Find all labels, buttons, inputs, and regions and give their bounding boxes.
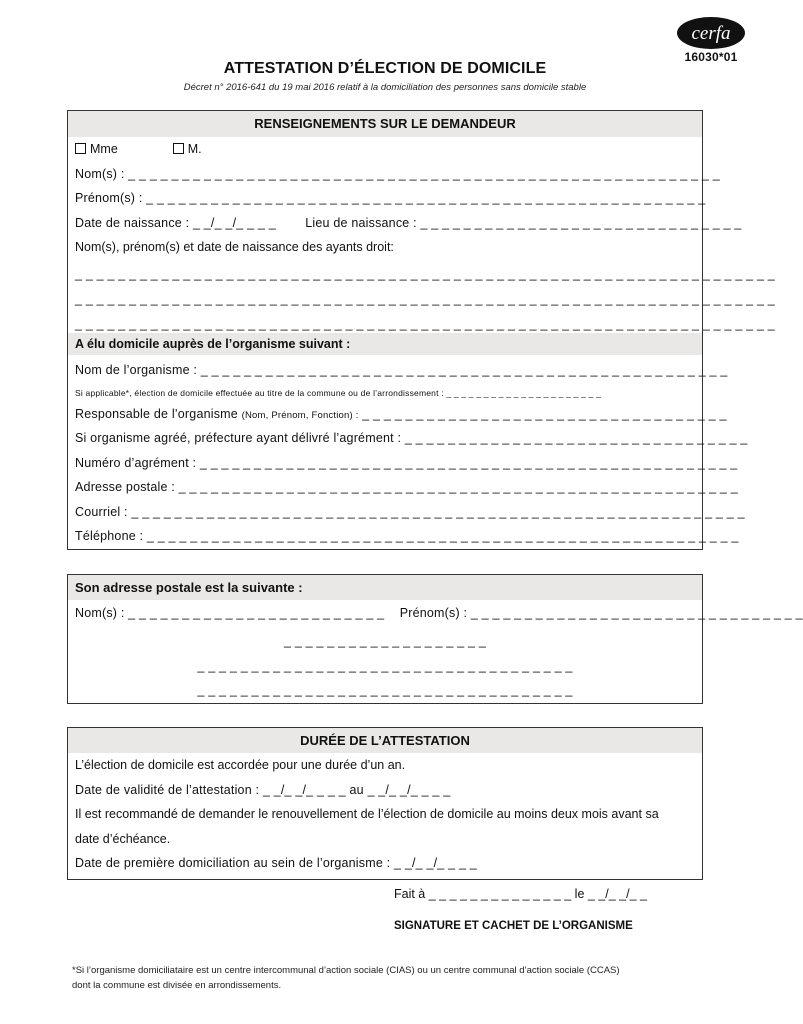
birth-place-field[interactable]: Lieu de naissance : _ _ _ _ _ _ _ _ _ _ _ _ _ _ _ _ _ _ _ _ _ _ _ _ _ _ _ _ _ _ <box>305 216 742 230</box>
approval-prefecture-field[interactable]: Si organisme agréé, préfecture ayant délivré l’agrément : _ _ _ _ _ _ _ _ _ _ _ _ _ _ _ _ _ _ _ _ _ _ _ _ _ _ _ _ _ _ _ _ <box>75 431 748 445</box>
if-applicable-field[interactable]: Si applicable*, élection de domicile effectuée au titre de la commune ou de l’arrondissement : _ _ _ _ _ _ _ _ _ _ _ _ _ _ _ _ _ _ _ _ _ <box>75 388 602 398</box>
dependants-line-1[interactable]: _ _ _ _ _ _ _ _ _ _ _ _ _ _ _ _ _ _ _ _ _ _ _ _ _ _ _ _ _ _ _ _ _ _ _ _ _ _ _ _ _ _ _ _ _ _ _ _ _ _ _ _ _ _ _ _ _ _ _ _ _ _ _ _ _ <box>75 267 775 281</box>
organism-subheading: A élu domicile auprès de l’organisme suivant : <box>68 333 702 355</box>
manager-dashes: _ _ _ _ _ _ _ _ _ _ _ _ _ _ _ _ _ _ _ _ _ _ _ _ _ _ _ _ _ _ _ _ _ _ <box>362 407 727 421</box>
manager-field[interactable] <box>75 406 727 424</box>
civility-m[interactable]: M. <box>173 142 202 156</box>
email-field[interactable]: Courriel : _ _ _ _ _ _ _ _ _ _ _ _ _ _ _ _ _ _ _ _ _ _ _ _ _ _ _ _ _ _ _ _ _ _ _ _ _ _ _ _ _ _ _ _ _ _ _ _ _ _ _ _ _ _ _ _ _ <box>75 505 745 519</box>
address-name-field[interactable]: Nom(s) : _ _ _ _ _ _ _ _ _ _ _ _ _ _ _ _ _ _ _ _ _ _ _ _ <box>75 606 385 620</box>
duration-section <box>67 727 703 880</box>
approval-number-field[interactable]: Numéro d’agrément : _ _ _ _ _ _ _ _ _ _ _ _ _ _ _ _ _ _ _ _ _ _ _ _ _ _ _ _ _ _ _ _ _ _ _ _ _ _ _ _ _ _ _ _ _ _ _ _ _ _ <box>75 456 738 470</box>
page-title: ATTESTATION D’ÉLECTION DE DOMICILE <box>223 60 547 77</box>
phone-field[interactable]: Téléphone : _ _ _ _ _ _ _ _ _ _ _ _ _ _ _ _ _ _ _ _ _ _ _ _ _ _ _ _ _ _ _ _ _ _ _ _ _ _ _ _ _ _ _ _ _ _ _ _ _ _ _ _ _ _ _ <box>75 529 739 543</box>
organism-name-field[interactable]: Nom de l’organisme : _ _ _ _ _ _ _ _ _ _ _ _ _ _ _ _ _ _ _ _ _ _ _ _ _ _ _ _ _ _ _ _ _ _ _ _ _ _ _ _ _ _ _ _ _ _ _ _ _ <box>75 363 728 377</box>
address-line-3[interactable]: _ _ _ _ _ _ _ _ _ _ _ _ _ _ _ _ _ _ _ _ _ _ _ _ _ _ _ _ _ _ _ _ _ _ _ <box>197 683 573 697</box>
birth-date-field[interactable]: Date de naissance : _ _/_ _/_ _ _ _ <box>75 216 276 230</box>
postal-address-title: Son adresse postale est la suivante : <box>68 575 702 600</box>
done-at-field[interactable]: Fait à _ _ _ _ _ _ _ _ _ _ _ _ _ _ le _ _/_ _/_ _ <box>394 887 647 901</box>
dependants-line-2[interactable]: _ _ _ _ _ _ _ _ _ _ _ _ _ _ _ _ _ _ _ _ _ _ _ _ _ _ _ _ _ _ _ _ _ _ _ _ _ _ _ _ _ _ _ _ _ _ _ _ _ _ _ _ _ _ _ _ _ _ _ _ _ _ _ _ _ <box>75 292 775 306</box>
form-number: 16030*01 <box>684 50 738 64</box>
cerfa-logo-text: cerfa <box>691 23 731 44</box>
manager-hint: (Nom, Prénom, Fonction) : <box>241 410 359 421</box>
first-name-field[interactable]: Prénom(s) : _ _ _ _ _ _ _ _ _ _ _ _ _ _ _ _ _ _ _ _ _ _ _ _ _ _ _ _ _ _ _ _ _ _ _ _ _ _ _ _ _ _ _ _ _ _ _ _ _ _ _ _ <box>75 191 706 205</box>
civility-mme[interactable]: Mme <box>75 142 118 156</box>
renewal-notice: Il est recommandé de demander le renouvellement de l’élection de domicile au moins deux mois avant sa <box>75 807 659 821</box>
duration-granted: L’élection de domicile est accordée pour une durée d’un an. <box>75 758 406 772</box>
footnote-line-2: dont la commune est divisée en arrondissements. <box>72 980 282 991</box>
cerfa-logo <box>676 16 746 50</box>
first-domiciliation-field[interactable]: Date de première domiciliation au sein de l’organisme : _ _/_ _/_ _ _ _ <box>75 856 477 870</box>
dependants-line-3[interactable]: _ _ _ _ _ _ _ _ _ _ _ _ _ _ _ _ _ _ _ _ _ _ _ _ _ _ _ _ _ _ _ _ _ _ _ _ _ _ _ _ _ _ _ _ _ _ _ _ _ _ _ _ _ _ _ _ _ _ _ _ _ _ _ _ _ <box>75 317 775 331</box>
address-name-row <box>75 605 803 621</box>
renewal-notice-end: date d’échéance. <box>75 832 171 846</box>
applicant-section-title: RENSEIGNEMENTS SUR LE DEMANDEUR <box>68 111 702 137</box>
postal-address-field[interactable]: Adresse postale : _ _ _ _ _ _ _ _ _ _ _ _ _ _ _ _ _ _ _ _ _ _ _ _ _ _ _ _ _ _ _ _ _ _ _ _ _ _ _ _ _ _ _ _ _ _ _ _ _ _ _ _ <box>75 480 738 494</box>
civility-row <box>75 141 695 157</box>
address-line-2[interactable]: _ _ _ _ _ _ _ _ _ _ _ _ _ _ _ _ _ _ _ _ _ _ _ _ _ _ _ _ _ _ _ _ _ _ _ <box>197 659 573 673</box>
decree-reference: Décret n° 2016-641 du 19 mai 2016 relatif à la domiciliation des personnes sans domicile stable <box>183 82 587 93</box>
dependants-label: Nom(s), prénom(s) et date de naissance des ayants droit: <box>75 240 394 254</box>
signature-label: SIGNATURE ET CACHET DE L’ORGANISME <box>394 920 633 932</box>
applicant-section <box>67 110 775 550</box>
footnote-line-1: *Si l’organisme domiciliataire est un centre intercommunal d’action sociale (CIAS) ou un centre communal d’action sociale (CCAS) <box>72 965 620 976</box>
validity-date-field[interactable]: Date de validité de l’attestation : _ _/_ _/_ _ _ _ au _ _/_ _/_ _ _ _ <box>75 783 451 797</box>
name-field[interactable]: Nom(s) : _ _ _ _ _ _ _ _ _ _ _ _ _ _ _ _ _ _ _ _ _ _ _ _ _ _ _ _ _ _ _ _ _ _ _ _ _ _ _ _ _ _ _ _ _ _ _ _ _ _ _ _ _ _ _ <box>75 167 720 181</box>
address-line-1[interactable]: _ _ _ _ _ _ _ _ _ _ _ _ _ _ _ _ _ _ _ <box>284 634 486 648</box>
footnote <box>72 963 712 993</box>
m-checkbox[interactable] <box>173 143 184 154</box>
postal-address-section <box>67 574 803 704</box>
address-first-name-field[interactable]: Prénom(s) : _ _ _ _ _ _ _ _ _ _ _ _ _ _ _ _ _ _ _ _ _ _ _ _ _ _ _ _ _ _ _ <box>399 606 803 620</box>
manager-label: Responsable de l’organisme <box>75 407 238 421</box>
duration-title: DURÉE DE L’ATTESTATION <box>68 728 702 753</box>
birth-row <box>75 215 742 231</box>
mme-checkbox[interactable] <box>75 143 86 154</box>
